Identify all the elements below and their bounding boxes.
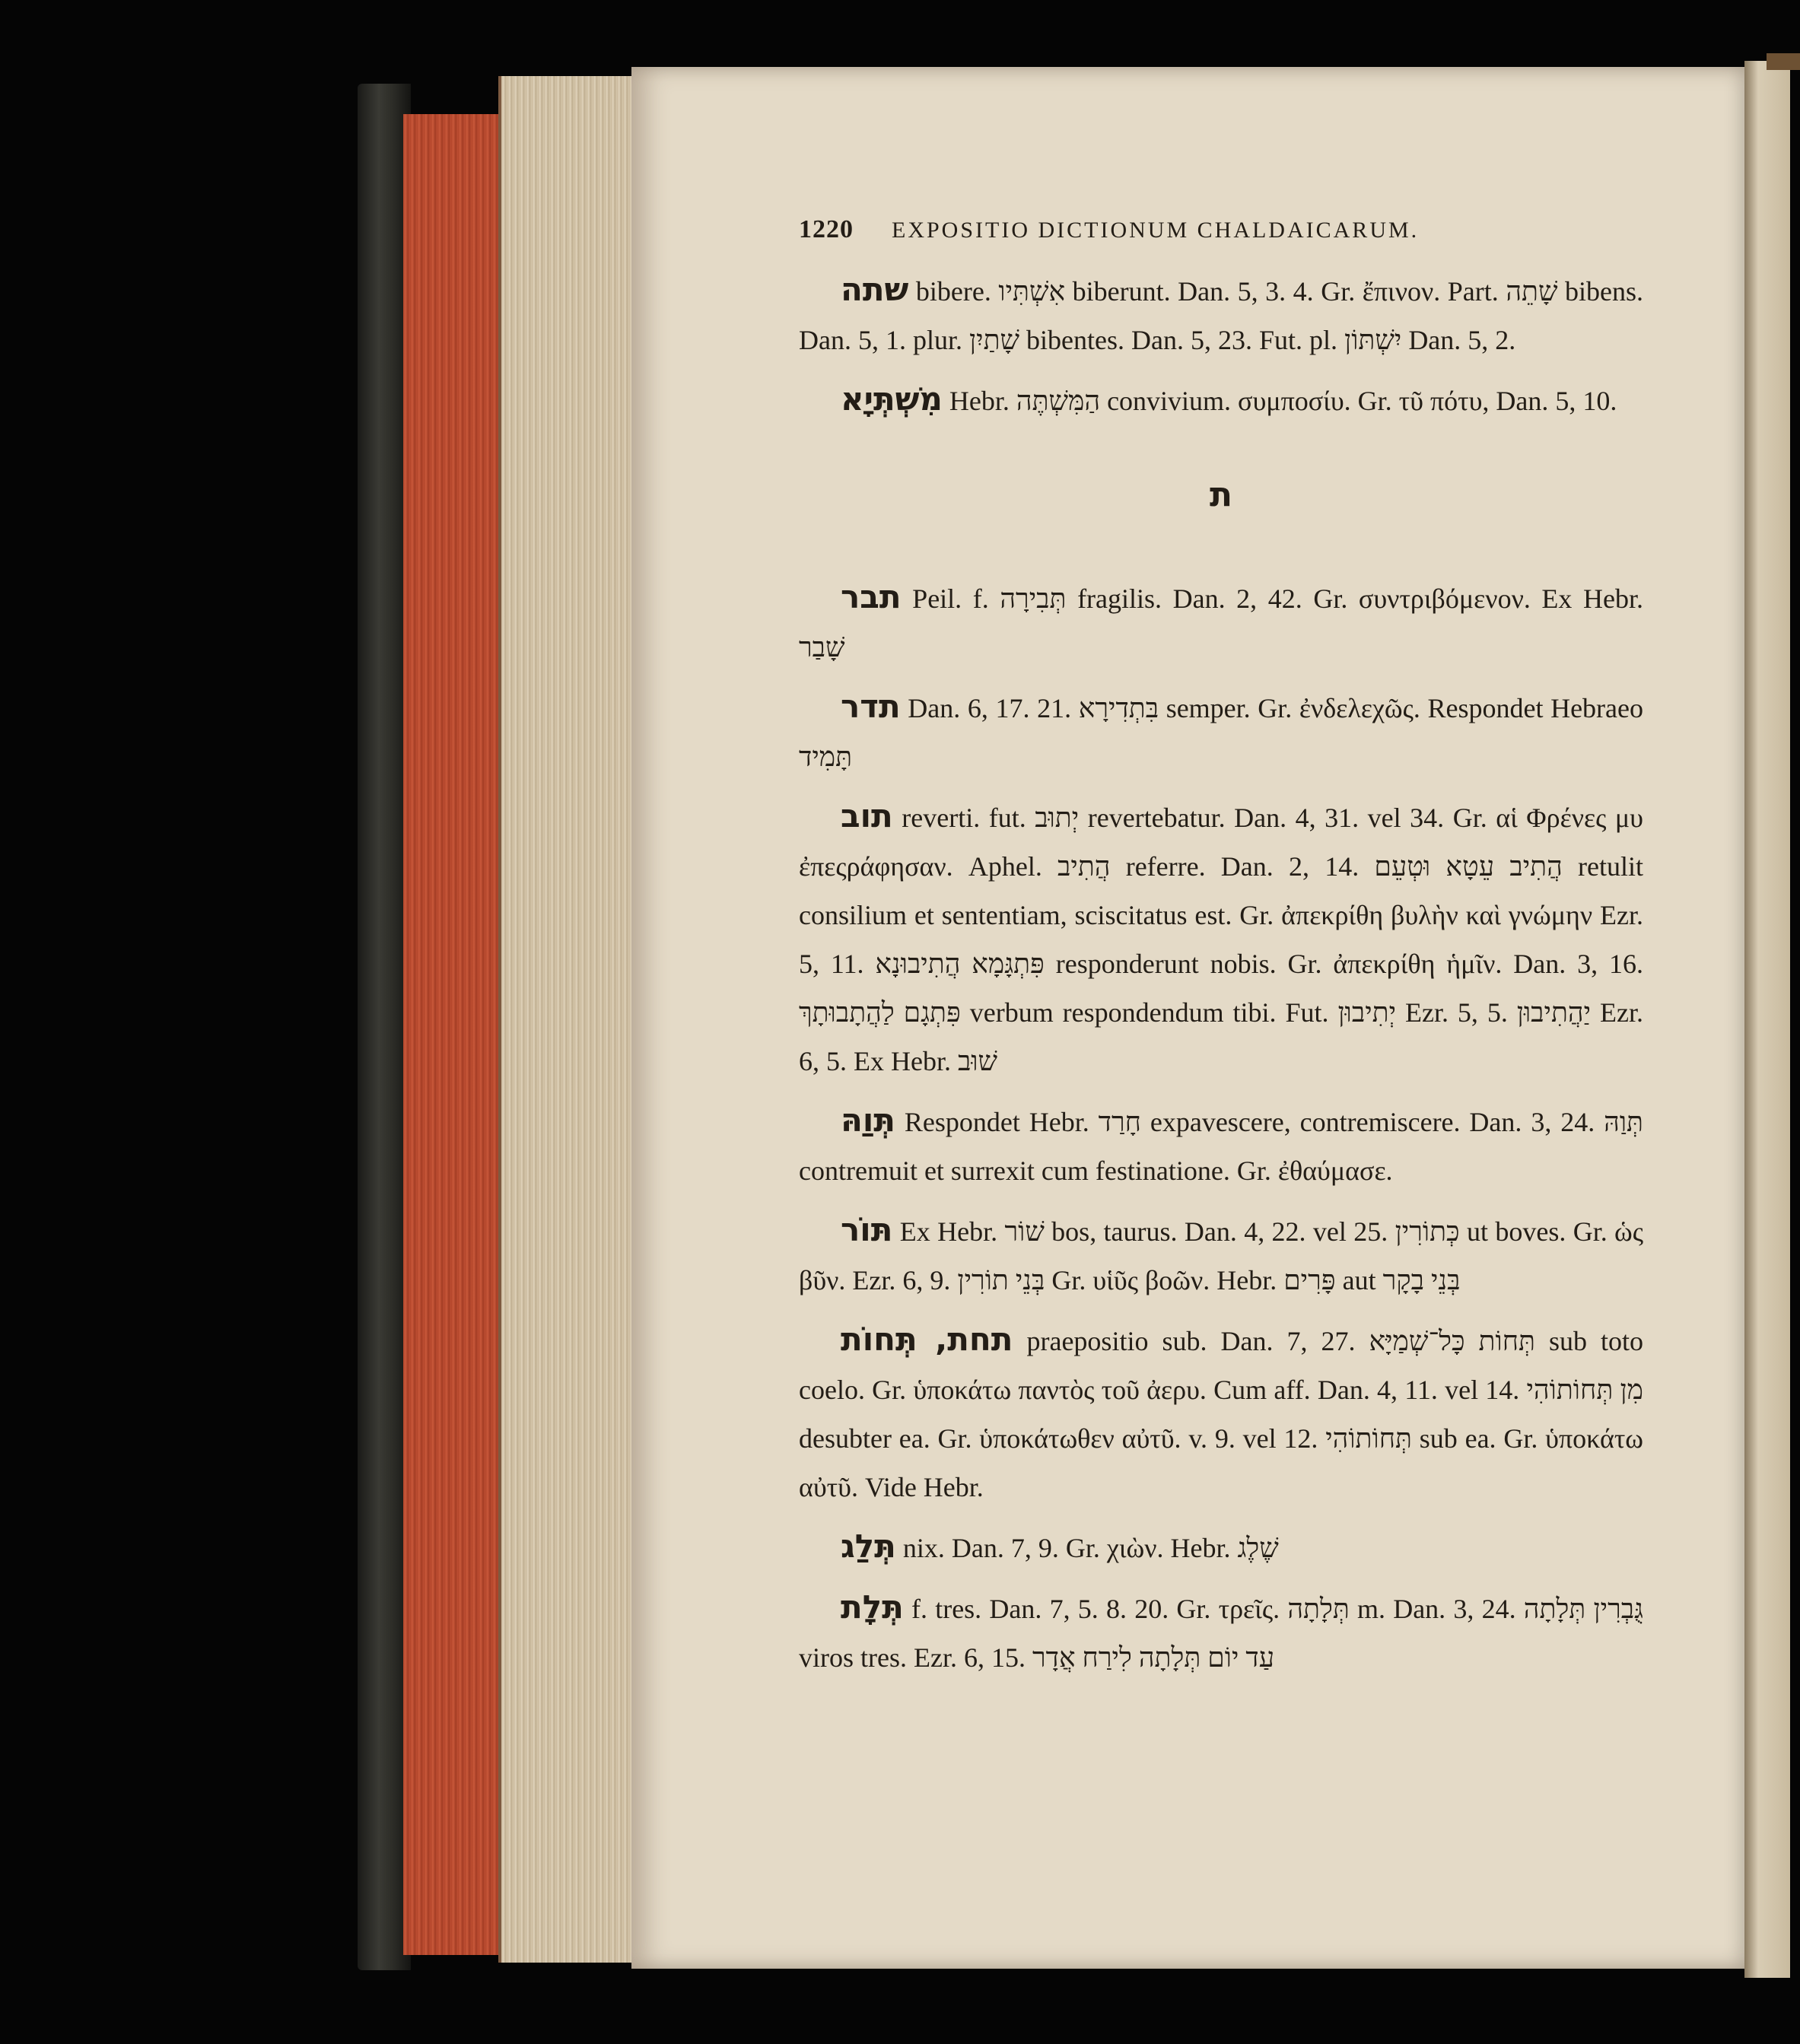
- dictionary-entry: [799, 1315, 1643, 1512]
- page-stack-edges: [498, 76, 638, 1963]
- entry-text: Dan. 6, 17. 21. בִּתְדִירָא semper. Gr. ἐνδελεχῶς. Respondet Hebraeo תָּמִיד: [799, 693, 1643, 772]
- dictionary-entry: [799, 573, 1643, 672]
- entry-headword: תוב: [841, 797, 893, 834]
- entry-headword: תְּלַג: [841, 1527, 896, 1565]
- dictionary-entry: [799, 1522, 1643, 1572]
- entry-headword: תְּוַהּ: [841, 1101, 895, 1139]
- dictionary-entry: [799, 682, 1643, 781]
- page-corner-tab: [1767, 53, 1800, 70]
- entry-headword: שתה: [841, 271, 909, 308]
- entry-headword: תבר: [841, 578, 902, 615]
- dictionary-entry: [799, 1096, 1643, 1195]
- page-text: [799, 205, 1643, 1693]
- entry-headword: תחת, תְּחוֹת: [841, 1321, 1013, 1358]
- entry-headword: מִשְׁתְּיָא: [841, 380, 943, 418]
- running-header: [799, 205, 1643, 255]
- entry-text: nix. Dan. 7, 9. Gr. χιὼν. Hebr. שֶׁלֶג: [895, 1533, 1279, 1563]
- running-title: EXPOSITIO DICTIONUM CHALDAICARUM.: [892, 218, 1420, 243]
- facing-page-edge: [1744, 61, 1790, 1978]
- entry-text: Ex Hebr. שׁוֹר bos, taurus. Dan. 4, 22. vel 25. כְּתוֹרִין ut boves. Gr. ὡς βῦν. Ezr. 6, 9. בְּנֵי תוֹרִין Gr. υἱῦς βοῶν. Hebr. פָּרִים aut בְּנֵי בָקָר: [799, 1216, 1644, 1295]
- entry-text: Peil. f. תְּבִירָה fragilis. Dan. 2, 42. Gr. συντριβόμενον. Ex Hebr. שָׁבַר: [799, 583, 1643, 663]
- entry-text: reverti. fut. יְתוּב revertebatur. Dan. 4, 31. vel 34. Gr. αἱ Φρένες μυ ἐπεςράφησαν. Aphel. הֲתִיב referre. Dan. 2, 14. הֲתִיב עֵטָא וּטְעֵם retulit consilium et sententiam, sciscitatus est. Gr. ἀπεκρίθη βυλὴν καὶ γνώμην Ezr. 5, 11. פִּתְגָּמָא הֲתִיבוּנָא responderunt nobis. Gr. ἀπεκρίθη ἡμῖν. Dan. 3, 16. פִּתְגָם לַהֲתָבוּתָךְ verbum respondendum tibi. Fut. יְתִיבוּן Ezr. 5, 5. יַהֲתִיבוּן Ezr. 6, 5. Ex Hebr. שׁוּב: [799, 803, 1643, 1076]
- dictionary-entry: [799, 1206, 1643, 1305]
- dictionary-entry: [799, 792, 1643, 1086]
- entry-text: bibere. אִשְׁתִּיו biberunt. Dan. 5, 3. 4. Gr. ἔπινον. Part. שָׁתֵה bibens. Dan. 5, 1. plur. שָׁתַיִן bibentes. Dan. 5, 23. Fut. pl. יִשְׁתּוֹן Dan. 5, 2.: [799, 276, 1643, 355]
- dictionary-entry: [799, 265, 1643, 364]
- entry-headword: תּוֹר: [841, 1211, 893, 1248]
- dictionary-entry: [799, 375, 1643, 425]
- entry-text: Respondet Hebr. חָרַד expavescere, contremiscere. Dan. 3, 24. תְּוַהּ contremuit et surrexit cum festinatione. Gr. ἐθαύμασε.: [799, 1107, 1644, 1186]
- entries-before-section: [799, 265, 1643, 425]
- entries-section-tav: [799, 573, 1643, 1682]
- page-number: 1220: [799, 215, 854, 243]
- entry-headword: תְּלָת: [841, 1588, 904, 1626]
- red-page-edges: [403, 114, 502, 1955]
- entry-text: f. tres. Dan. 7, 5. 8. 20. Gr. τρεῖς. תְּלָתָה m. Dan. 3, 24. גֻּבְרִין תְּלָתָה viros tres. Ezr. 6, 15. עַד יוֹם תְּלָתָה לִירַח אֲדָר: [799, 1594, 1643, 1673]
- entry-headword: תדר: [841, 688, 901, 725]
- section-letter: ת: [1209, 475, 1233, 514]
- entry-text: Hebr. הַמִּשְׁתֶּה convivium. συμποσίυ. Gr. τῦ πότυ, Dan. 5, 10.: [942, 386, 1617, 416]
- entry-text: praepositio sub. Dan. 7, 27. תְּחוֹת כָּל־שְׁמַיָּא sub toto coelo. Gr. ὑποκάτω παντὸς τοῦ ἀερυ. Cum aff. Dan. 4, 11. vel 14. מִן תְּחוֹתוֹהִי desubter ea. Gr. ὑποκάτωθεν αὐτῦ. v. 9. vel 12. תְּחוֹתוֹהִי sub ea. Gr. ὑποκάτω αὐτῦ. Vide Hebr.: [799, 1326, 1644, 1502]
- dictionary-entry: [799, 1583, 1643, 1682]
